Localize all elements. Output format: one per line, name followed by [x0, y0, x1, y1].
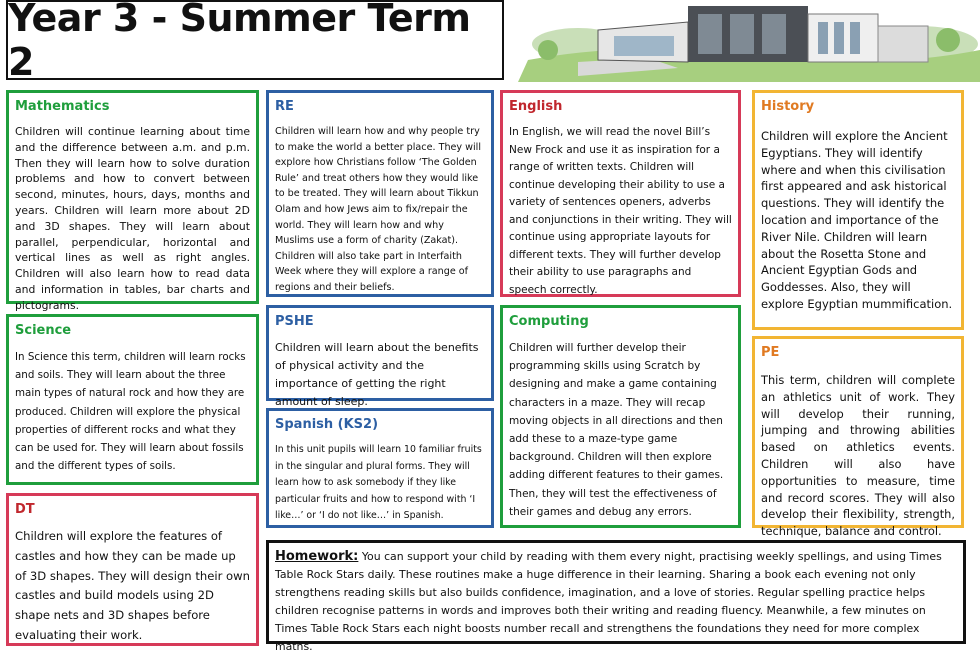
re-card: [266, 90, 494, 297]
card-heading: PSHE: [275, 314, 314, 329]
card-text: Children will explore the features of castles and how they can be made up of 3D shapes. They will design their own castles and build models using 2D shape nets and 3D shapes before evaluating their work.: [15, 529, 250, 642]
mathematics-card: [6, 90, 259, 312]
card-heading: Computing: [509, 314, 589, 329]
card-text: Children will further develop their programming skills using Scratch by designing and make a game containing characters in a maze. They will recap moving objects in all directions and then add these to a maze-type game background. Children will then explore adding different features to their games. Then, they will test the effectiveness of their games and debug any errors.: [509, 342, 724, 518]
card-text: Children will learn how and why people try to make the world a better place. They will explore how Christians follow ‘The Golden Rule’ and treat others how they would like to be treated. They will learn about Tikkun Olam and how Jews aim to fix/repair the world. They will learn how and why Muslims use a form of charity (Zakat). Children will also take part in Interfaith Week where they will explore a range of regions and their beliefs.: [275, 126, 481, 293]
card-heading: Science: [15, 323, 72, 338]
card-heading: RE: [275, 99, 294, 114]
english-card: [500, 90, 741, 297]
homework-paragraph: [275, 548, 957, 656]
card-heading: PE: [761, 345, 780, 360]
card-text: In this unit pupils will learn 10 familiar fruits in the singular and plural forms. They will learn how to ask somebody if they like particular fruits and how to respond with ‘I like…’ or ‘I do not like…’ in Spanish.: [275, 444, 482, 521]
card-heading: Spanish (KS2): [275, 417, 379, 432]
card-text: Children will explore the Ancient Egyptians. They will identify where and when this civilisation first appeared and ask historical questions. They will identify the location and importance of the River Nile. Children will learn about the Rosetta Stone and Ancient Egyptian Gods and Goddesses. Also, they will explore Egyptian mummification.: [761, 129, 953, 311]
card-heading: DT: [15, 502, 35, 517]
school-building-image: [518, 0, 980, 82]
homework-box: [266, 540, 966, 653]
card-text: This term, children will complete an athletics unit of work. They will develop their running, jumping and throwing abilities based on athletics events. Children will also have opportunities to measure, time and record scores. They will also develop their flexibility, strength, technique, balance and control.: [761, 373, 955, 539]
homework-text: You can support your child by reading with them every night, practising weekly spellings, and using Times Table Rock Stars daily. These routines make a huge difference in their learning. Sharing a book each evening not only strengthens reading skills but also builds confidence, imagination, and a love of stories. Regular spelling practice helps children recognise patterns in words and improves both their writing and reading fluency. Meanwhile, a few minutes on Times Table Rock Stars each night boosts number recall and strengthens the foundations they need for more complex maths.: [275, 550, 942, 653]
computing-card: [500, 305, 741, 528]
card-text: Children will learn about the benefits of physical activity and the importance of getting the right amount of sleep.: [275, 341, 479, 408]
homework-label: Homework:: [275, 549, 359, 564]
pshe-card: [266, 305, 494, 408]
pe-card: [752, 336, 964, 539]
card-heading: English: [509, 99, 563, 114]
spanish-card: [266, 408, 494, 528]
dt-card: [6, 493, 259, 646]
card-heading: Mathematics: [15, 99, 110, 114]
card-heading: History: [761, 99, 815, 114]
card-text: In English, we will read the novel Bill’s New Frock and use it as inspiration for a range of written texts. Children will continue developing their ability to use a variety of sentences openers, adverbs and conjunctions in their writing. They will continue using appropriate layouts for different texts. They will further develop their ability to use paragraphs and speech correctly.: [509, 126, 732, 296]
science-card: [6, 314, 259, 485]
page-title: Year 3 - Summer Term 2: [8, 0, 471, 84]
card-text: Children will continue learning about time and the difference between a.m. and p.m. Then they will learn how to solve duration problems and how to convert between second, minutes, hours, days, months and years. Children will learn more about 2D and 3D shapes. They will learn about parallel, perpendicular, horizontal and vertical lines as well as right angles. Children will also learn how to read data and information in tables, bar charts and pictograms.: [15, 125, 250, 312]
card-text: In Science this term, children will learn rocks and soils. They will learn about the three main types of natural rock and how they are produced. Children will explore the physical properties of different rocks and what they can be used for. They will learn about fossils and the different types of soils.: [15, 351, 246, 473]
title-box: [6, 0, 504, 84]
history-card: [752, 90, 964, 330]
